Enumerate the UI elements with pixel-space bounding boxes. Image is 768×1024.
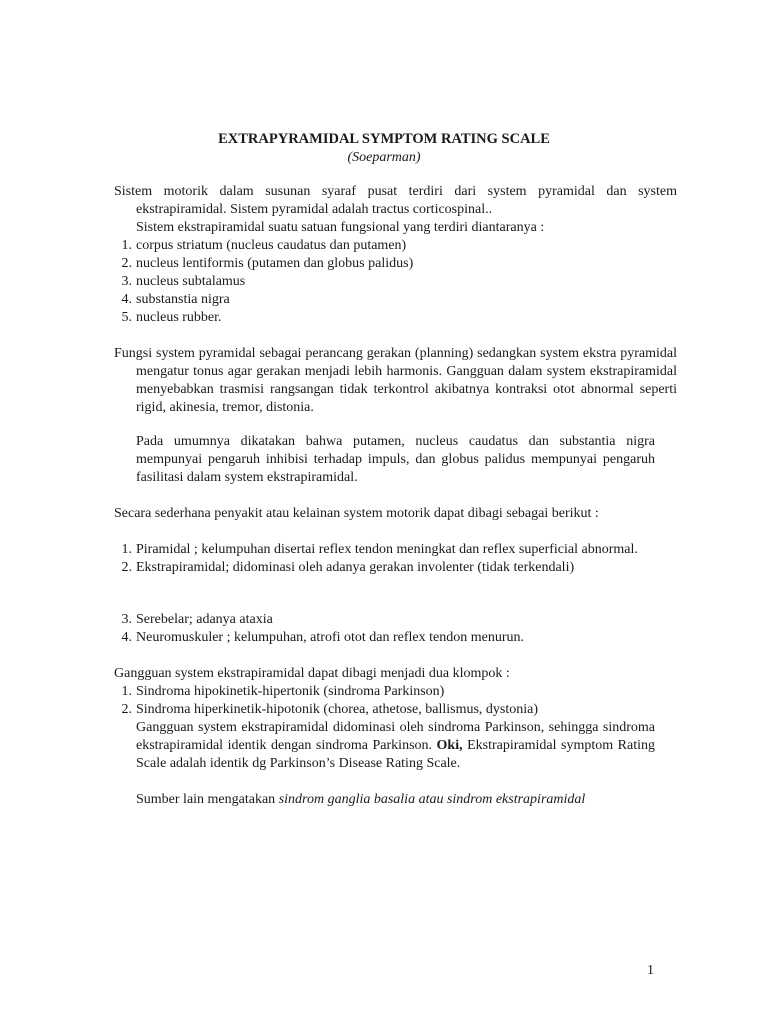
document-title: EXTRAPYRAMIDAL SYMPTOM RATING SCALE [218,131,550,147]
paragraph-gangguan-klompok: Gangguan system ekstrapiramidal dapat dibagi menjadi dua klompok : [114,666,510,681]
list-item: 1. corpus striatum (nucleus caudatus dan putamen) [121,238,407,253]
paragraph-sumber-lain: Sumber lain mengatakan sindrom ganglia basalia atau sindrom ekstrapiramidal [136,792,586,807]
paragraph-intro: Sistem motorik dalam susunan syaraf pusat terdiri dari system pyramidal dan system ekstrapiramidal. Sistem pyramidal adalah tractus corticospinal.. [114,184,677,217]
paragraph-secara-sederhana: Secara sederhana penyakit atau kelainan system motorik dapat dibagi sebagai berikut : [114,506,599,521]
list-item: 3. nucleus subtalamus [121,274,246,289]
paragraph-fungsi: Fungsi system pyramidal sebagai perancang gerakan (planning) sedangkan system ekstra pyramidal mengatur tonus agar gerakan menjadi lebih harmonis. Gangguan dalam system ekstrapiramidal menyebabkan trasmisi rangsangan tidak terkontrol akibatnya kontraksi otot abnormal seperti rigid, akinesia, tremor, distonia. [114,346,677,415]
list-item: 2. Sindroma hiperkinetik-hipotonik (chorea, athetose, ballismus, dystonia) [121,702,539,717]
list-item: 4. substanstia nigra [121,292,230,307]
paragraph-pada-umumnya: Pada umumnya dikatakan bahwa putamen, nucleus caudatus dan substantia nigra mempunyai pengaruh inhibisi terhadap impuls, dan globus palidus mempunyai pengaruh fasilitasi dalam system ekstrapiramidal. [136,434,655,485]
list-item: 4. Neuromuskuler ; kelumpuhan, atrofi otot dan reflex tendon menurun. [121,630,525,645]
list-item: 1. Piramidal ; kelumpuhan disertai reflex tendon meningkat dan reflex superficial abnormal. [121,542,638,557]
italic-sindrom: sindrom ganglia basalia atau sindrom ekstrapiramidal [278,792,586,807]
bold-oki: Oki, [436,738,463,753]
paragraph-gangguan-didominasi: Gangguan system ekstrapiramidal didominasi oleh sindroma Parkinson, sehingga sindroma ekstrapiramidal identik dengan sindroma Parkinson. Oki, Ekstrapiramidal symptom Rating Scale adalah identik dg Parkinson’s Disease Rating Scale. [136,720,655,771]
paragraph-intro-continued: Sistem ekstrapiramidal suatu satuan fungsional yang terdiri diantaranya : [136,220,545,235]
list-item: 3. Serebelar; adanya ataxia [121,612,273,627]
list-kelainan-part-1 [92,541,655,577]
document-subtitle: (Soeparman) [347,150,421,165]
list-kelainan-part-2 [92,611,655,647]
page-number: 1 [647,963,654,978]
list-item: 5. nucleus rubber. [121,310,222,325]
list-item: 2. nucleus lentiformis (putamen dan globus palidus) [121,256,414,271]
list-item: 2. Ekstrapiramidal; didominasi oleh adanya gerakan involenter (tidak terkendali) [121,560,575,575]
list-item: 1. Sindroma hipokinetik-hipertonik (sindroma Parkinson) [121,684,445,699]
list-ekstrapiramidal-parts [114,237,655,327]
list-sindroma [92,683,655,719]
